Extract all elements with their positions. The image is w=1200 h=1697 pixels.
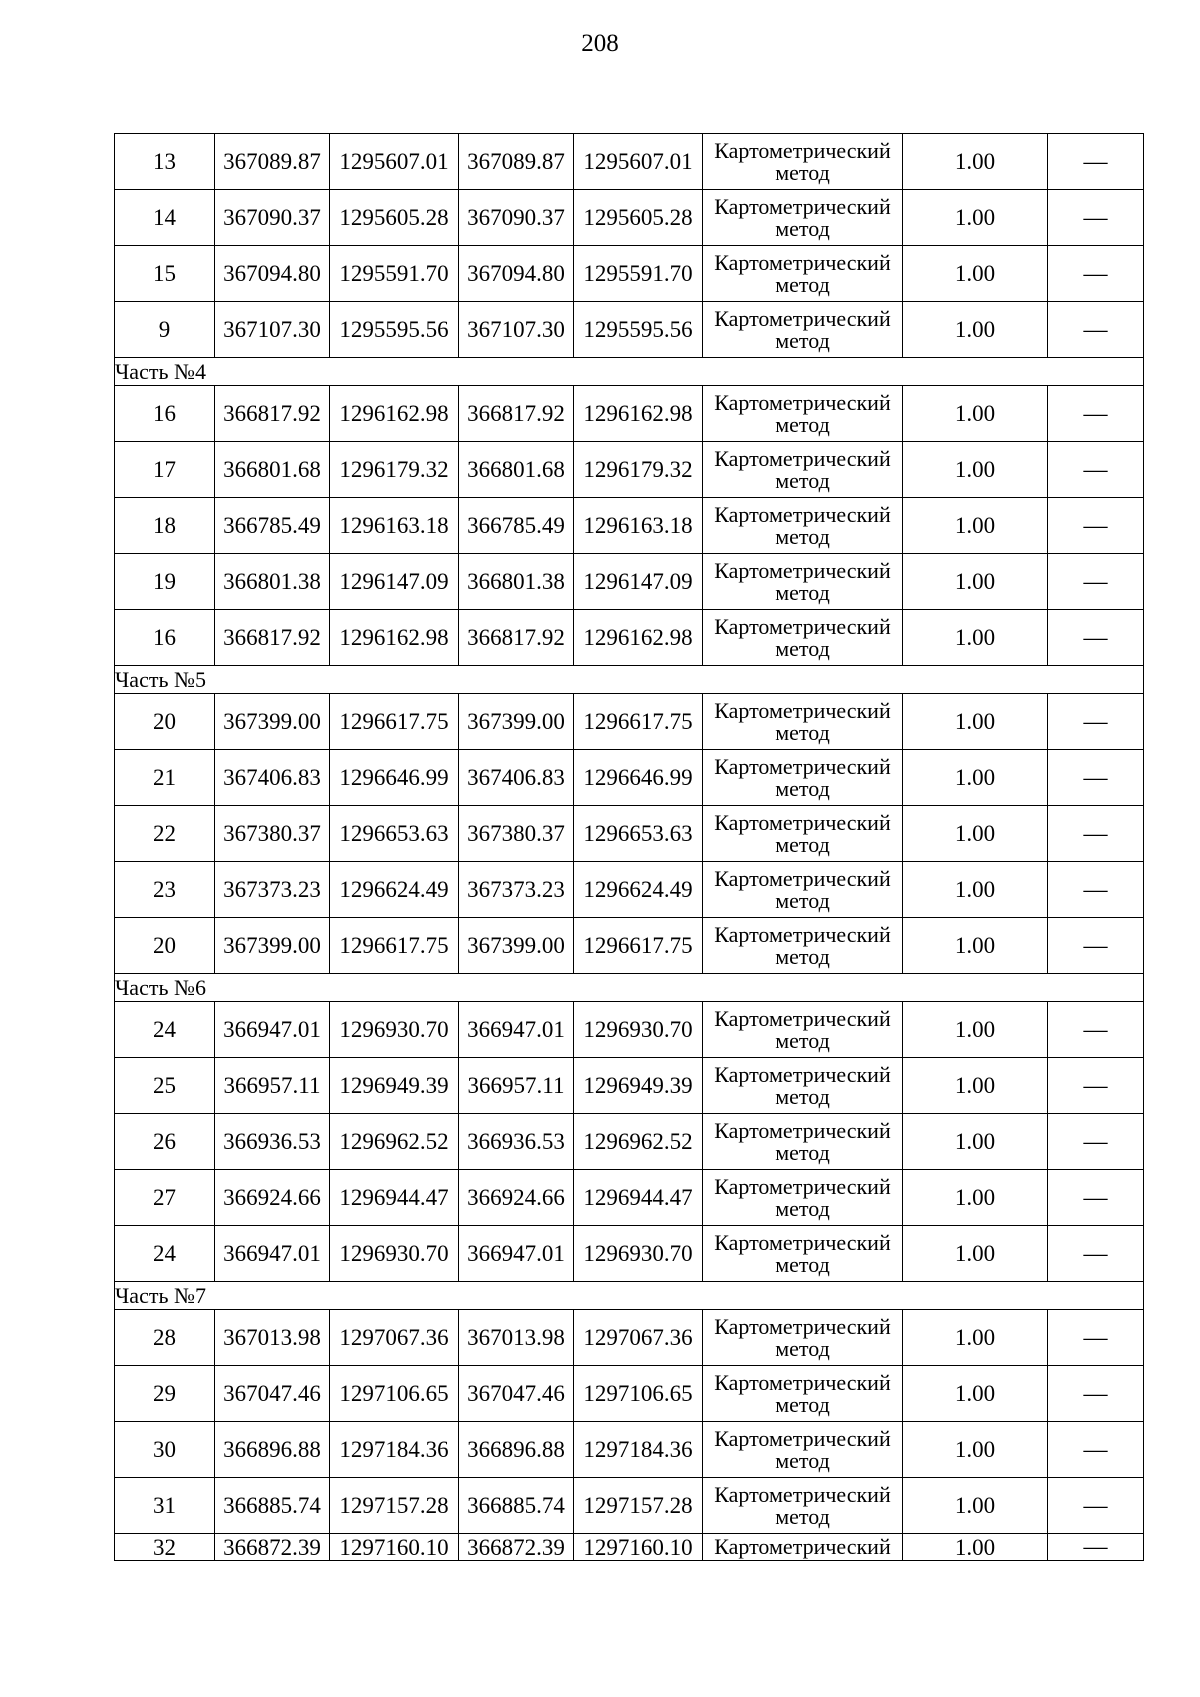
x-coordinate-cell: 366801.68	[459, 442, 574, 498]
point-number-cell: 30	[115, 1422, 215, 1478]
method-cell: Картометрический метод	[703, 1226, 903, 1282]
point-number-cell: 32	[115, 1534, 215, 1561]
point-number-cell: 27	[115, 1170, 215, 1226]
x-coordinate-cell: 366896.88	[215, 1422, 330, 1478]
y-coordinate-cell: 1296617.75	[330, 918, 459, 974]
x-coordinate-cell: 366885.74	[459, 1478, 574, 1534]
table-row	[115, 918, 1144, 974]
note-cell: —	[1048, 1114, 1144, 1170]
part-header-row	[115, 358, 1144, 386]
page-number: 208	[581, 30, 619, 57]
note-cell: —	[1048, 246, 1144, 302]
method-cell: Картометрический метод	[703, 1002, 903, 1058]
x-coordinate-cell: 367399.00	[215, 918, 330, 974]
note-cell: —	[1048, 554, 1144, 610]
point-number-cell: 16	[115, 610, 215, 666]
y-coordinate-cell: 1295607.01	[574, 134, 703, 190]
table-row	[115, 246, 1144, 302]
x-coordinate-cell: 366947.01	[459, 1002, 574, 1058]
x-coordinate-cell: 367406.83	[459, 750, 574, 806]
table-row	[115, 498, 1144, 554]
note-cell: —	[1048, 1422, 1144, 1478]
method-cell: Картометрический метод	[703, 862, 903, 918]
y-coordinate-cell: 1296930.70	[330, 1002, 459, 1058]
table-row	[115, 1058, 1144, 1114]
part-label: Часть №4	[115, 358, 1144, 386]
note-cell: —	[1048, 694, 1144, 750]
method-cell: Картометрический метод	[703, 302, 903, 358]
method-cell: Картометрический метод	[703, 246, 903, 302]
x-coordinate-cell: 367013.98	[215, 1310, 330, 1366]
method-cell: Картометрический метод	[703, 694, 903, 750]
method-cell: Картометрический метод	[703, 1114, 903, 1170]
y-coordinate-cell: 1296930.70	[574, 1226, 703, 1282]
x-coordinate-cell: 367090.37	[459, 190, 574, 246]
x-coordinate-cell: 367090.37	[215, 190, 330, 246]
x-coordinate-cell: 367089.87	[459, 134, 574, 190]
accuracy-cell: 1.00	[903, 694, 1048, 750]
method-cell: Картометрический метод	[703, 1310, 903, 1366]
accuracy-cell: 1.00	[903, 1002, 1048, 1058]
method-cell: Картометрический метод	[703, 1478, 903, 1534]
y-coordinate-cell: 1296653.63	[330, 806, 459, 862]
accuracy-cell: 1.00	[903, 1422, 1048, 1478]
point-number-cell: 20	[115, 918, 215, 974]
y-coordinate-cell: 1296930.70	[330, 1226, 459, 1282]
y-coordinate-cell: 1297184.36	[574, 1422, 703, 1478]
table-row	[115, 1534, 1144, 1561]
table-row	[115, 386, 1144, 442]
y-coordinate-cell: 1296162.98	[574, 386, 703, 442]
accuracy-cell: 1.00	[903, 246, 1048, 302]
y-coordinate-cell: 1296147.09	[330, 554, 459, 610]
part-header-row	[115, 666, 1144, 694]
y-coordinate-cell: 1296646.99	[574, 750, 703, 806]
x-coordinate-cell: 366957.11	[215, 1058, 330, 1114]
x-coordinate-cell: 367089.87	[215, 134, 330, 190]
table-row	[115, 750, 1144, 806]
x-coordinate-cell: 367013.98	[459, 1310, 574, 1366]
note-cell: —	[1048, 134, 1144, 190]
note-cell: —	[1048, 386, 1144, 442]
method-cell: Картометрический метод	[703, 750, 903, 806]
part-label: Часть №7	[115, 1282, 1144, 1310]
y-coordinate-cell: 1297160.10	[574, 1534, 703, 1561]
accuracy-cell: 1.00	[903, 554, 1048, 610]
note-cell: —	[1048, 750, 1144, 806]
y-coordinate-cell: 1296163.18	[330, 498, 459, 554]
point-number-cell: 19	[115, 554, 215, 610]
method-cell: Картометрический метод	[703, 442, 903, 498]
y-coordinate-cell: 1295605.28	[574, 190, 703, 246]
accuracy-cell: 1.00	[903, 1226, 1048, 1282]
x-coordinate-cell: 367094.80	[459, 246, 574, 302]
point-number-cell: 20	[115, 694, 215, 750]
accuracy-cell: 1.00	[903, 1366, 1048, 1422]
x-coordinate-cell: 366947.01	[215, 1002, 330, 1058]
x-coordinate-cell: 366817.92	[459, 610, 574, 666]
point-number-cell: 16	[115, 386, 215, 442]
y-coordinate-cell: 1296949.39	[330, 1058, 459, 1114]
y-coordinate-cell: 1295595.56	[574, 302, 703, 358]
method-cell: Картометрический метод	[703, 806, 903, 862]
method-cell: Картометрический метод	[703, 1170, 903, 1226]
table-row	[115, 134, 1144, 190]
y-coordinate-cell: 1296944.47	[330, 1170, 459, 1226]
accuracy-cell: 1.00	[903, 918, 1048, 974]
y-coordinate-cell: 1296646.99	[330, 750, 459, 806]
table-row	[115, 1366, 1144, 1422]
method-cell: Картометрический	[703, 1534, 903, 1561]
y-coordinate-cell: 1297106.65	[330, 1366, 459, 1422]
table-row	[115, 1002, 1144, 1058]
y-coordinate-cell: 1296163.18	[574, 498, 703, 554]
y-coordinate-cell: 1296949.39	[574, 1058, 703, 1114]
method-cell: Картометрический метод	[703, 498, 903, 554]
y-coordinate-cell: 1297160.10	[330, 1534, 459, 1561]
x-coordinate-cell: 366947.01	[459, 1226, 574, 1282]
accuracy-cell: 1.00	[903, 610, 1048, 666]
part-label: Часть №5	[115, 666, 1144, 694]
accuracy-cell: 1.00	[903, 134, 1048, 190]
x-coordinate-cell: 367399.00	[459, 694, 574, 750]
x-coordinate-cell: 367047.46	[215, 1366, 330, 1422]
x-coordinate-cell: 367373.23	[459, 862, 574, 918]
y-coordinate-cell: 1295605.28	[330, 190, 459, 246]
accuracy-cell: 1.00	[903, 1170, 1048, 1226]
x-coordinate-cell: 367047.46	[459, 1366, 574, 1422]
table-row	[115, 1310, 1144, 1366]
note-cell: —	[1048, 1366, 1144, 1422]
note-cell: —	[1048, 1058, 1144, 1114]
y-coordinate-cell: 1297067.36	[330, 1310, 459, 1366]
x-coordinate-cell: 367380.37	[215, 806, 330, 862]
x-coordinate-cell: 366785.49	[459, 498, 574, 554]
x-coordinate-cell: 366872.39	[459, 1534, 574, 1561]
accuracy-cell: 1.00	[903, 386, 1048, 442]
method-cell: Картометрический метод	[703, 554, 903, 610]
y-coordinate-cell: 1296179.32	[330, 442, 459, 498]
note-cell: —	[1048, 806, 1144, 862]
y-coordinate-cell: 1296930.70	[574, 1002, 703, 1058]
note-cell: —	[1048, 862, 1144, 918]
y-coordinate-cell: 1296617.75	[574, 694, 703, 750]
note-cell: —	[1048, 190, 1144, 246]
point-number-cell: 14	[115, 190, 215, 246]
note-cell: —	[1048, 442, 1144, 498]
table-row	[115, 302, 1144, 358]
part-label: Часть №6	[115, 974, 1144, 1002]
table-row	[115, 1478, 1144, 1534]
note-cell: —	[1048, 302, 1144, 358]
accuracy-cell: 1.00	[903, 862, 1048, 918]
method-cell: Картометрический метод	[703, 386, 903, 442]
y-coordinate-cell: 1296617.75	[574, 918, 703, 974]
y-coordinate-cell: 1297106.65	[574, 1366, 703, 1422]
table-row	[115, 610, 1144, 666]
table-row	[115, 694, 1144, 750]
table-row	[115, 190, 1144, 246]
y-coordinate-cell: 1296624.49	[574, 862, 703, 918]
x-coordinate-cell: 367094.80	[215, 246, 330, 302]
part-header-row	[115, 974, 1144, 1002]
accuracy-cell: 1.00	[903, 190, 1048, 246]
note-cell: —	[1048, 1534, 1144, 1561]
x-coordinate-cell: 366801.68	[215, 442, 330, 498]
x-coordinate-cell: 366785.49	[215, 498, 330, 554]
method-cell: Картометрический метод	[703, 134, 903, 190]
table-row	[115, 442, 1144, 498]
note-cell: —	[1048, 610, 1144, 666]
y-coordinate-cell: 1296962.52	[574, 1114, 703, 1170]
point-number-cell: 22	[115, 806, 215, 862]
accuracy-cell: 1.00	[903, 1534, 1048, 1561]
x-coordinate-cell: 366817.92	[215, 386, 330, 442]
x-coordinate-cell: 367380.37	[459, 806, 574, 862]
x-coordinate-cell: 366817.92	[459, 386, 574, 442]
x-coordinate-cell: 367406.83	[215, 750, 330, 806]
point-number-cell: 17	[115, 442, 215, 498]
y-coordinate-cell: 1296162.98	[330, 386, 459, 442]
point-number-cell: 24	[115, 1002, 215, 1058]
y-coordinate-cell: 1295595.56	[330, 302, 459, 358]
x-coordinate-cell: 366872.39	[215, 1534, 330, 1561]
method-cell: Картометрический метод	[703, 610, 903, 666]
part-header-row	[115, 1282, 1144, 1310]
note-cell: —	[1048, 1226, 1144, 1282]
note-cell: —	[1048, 1002, 1144, 1058]
note-cell: —	[1048, 1310, 1144, 1366]
accuracy-cell: 1.00	[903, 750, 1048, 806]
point-number-cell: 13	[115, 134, 215, 190]
point-number-cell: 25	[115, 1058, 215, 1114]
x-coordinate-cell: 366924.66	[215, 1170, 330, 1226]
method-cell: Картометрический метод	[703, 918, 903, 974]
method-cell: Картометрический метод	[703, 1058, 903, 1114]
table-row	[115, 1226, 1144, 1282]
point-number-cell: 31	[115, 1478, 215, 1534]
y-coordinate-cell: 1295591.70	[574, 246, 703, 302]
x-coordinate-cell: 366947.01	[215, 1226, 330, 1282]
point-number-cell: 23	[115, 862, 215, 918]
method-cell: Картометрический метод	[703, 1366, 903, 1422]
accuracy-cell: 1.00	[903, 1310, 1048, 1366]
x-coordinate-cell: 366924.66	[459, 1170, 574, 1226]
x-coordinate-cell: 366885.74	[215, 1478, 330, 1534]
y-coordinate-cell: 1296653.63	[574, 806, 703, 862]
x-coordinate-cell: 366896.88	[459, 1422, 574, 1478]
y-coordinate-cell: 1297067.36	[574, 1310, 703, 1366]
point-number-cell: 18	[115, 498, 215, 554]
method-cell: Картометрический метод	[703, 190, 903, 246]
accuracy-cell: 1.00	[903, 1058, 1048, 1114]
accuracy-cell: 1.00	[903, 1114, 1048, 1170]
y-coordinate-cell: 1295607.01	[330, 134, 459, 190]
accuracy-cell: 1.00	[903, 498, 1048, 554]
x-coordinate-cell: 367107.30	[215, 302, 330, 358]
y-coordinate-cell: 1295591.70	[330, 246, 459, 302]
note-cell: —	[1048, 918, 1144, 974]
method-cell: Картометрический метод	[703, 1422, 903, 1478]
accuracy-cell: 1.00	[903, 442, 1048, 498]
y-coordinate-cell: 1296617.75	[330, 694, 459, 750]
point-number-cell: 28	[115, 1310, 215, 1366]
accuracy-cell: 1.00	[903, 806, 1048, 862]
y-coordinate-cell: 1296944.47	[574, 1170, 703, 1226]
x-coordinate-cell: 367399.00	[215, 694, 330, 750]
x-coordinate-cell: 366801.38	[459, 554, 574, 610]
point-number-cell: 29	[115, 1366, 215, 1422]
y-coordinate-cell: 1296962.52	[330, 1114, 459, 1170]
x-coordinate-cell: 366957.11	[459, 1058, 574, 1114]
table-row	[115, 862, 1144, 918]
x-coordinate-cell: 367373.23	[215, 862, 330, 918]
note-cell: —	[1048, 498, 1144, 554]
note-cell: —	[1048, 1478, 1144, 1534]
table-row	[115, 554, 1144, 610]
y-coordinate-cell: 1296179.32	[574, 442, 703, 498]
point-number-cell: 15	[115, 246, 215, 302]
x-coordinate-cell: 366936.53	[459, 1114, 574, 1170]
point-number-cell: 24	[115, 1226, 215, 1282]
y-coordinate-cell: 1297157.28	[330, 1478, 459, 1534]
table-row	[115, 1422, 1144, 1478]
point-number-cell: 9	[115, 302, 215, 358]
y-coordinate-cell: 1296162.98	[574, 610, 703, 666]
y-coordinate-cell: 1297157.28	[574, 1478, 703, 1534]
x-coordinate-cell: 366817.92	[215, 610, 330, 666]
table-row	[115, 806, 1144, 862]
note-cell: —	[1048, 1170, 1144, 1226]
y-coordinate-cell: 1296624.49	[330, 862, 459, 918]
x-coordinate-cell: 367107.30	[459, 302, 574, 358]
y-coordinate-cell: 1296162.98	[330, 610, 459, 666]
accuracy-cell: 1.00	[903, 302, 1048, 358]
accuracy-cell: 1.00	[903, 1478, 1048, 1534]
y-coordinate-cell: 1296147.09	[574, 554, 703, 610]
coordinates-table	[114, 133, 1144, 1561]
point-number-cell: 21	[115, 750, 215, 806]
y-coordinate-cell: 1297184.36	[330, 1422, 459, 1478]
table-row	[115, 1170, 1144, 1226]
x-coordinate-cell: 366936.53	[215, 1114, 330, 1170]
x-coordinate-cell: 366801.38	[215, 554, 330, 610]
point-number-cell: 26	[115, 1114, 215, 1170]
x-coordinate-cell: 367399.00	[459, 918, 574, 974]
table-row	[115, 1114, 1144, 1170]
